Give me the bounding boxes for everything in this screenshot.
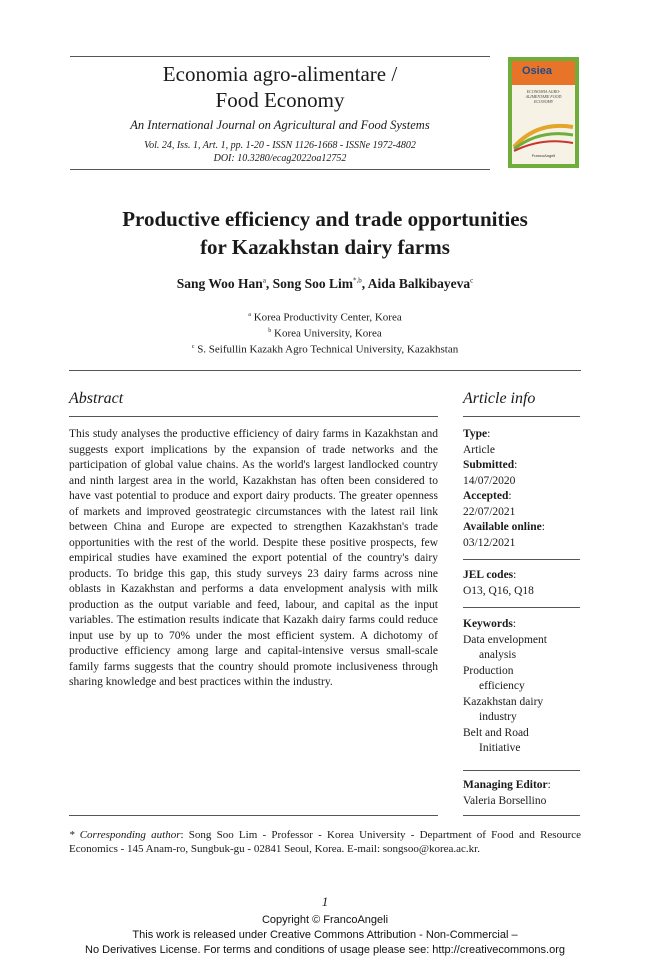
keyword-item: Data envelopment [463,633,547,646]
affiliation-text: S. Seifullin Kazakh Agro Technical University, Kazakhstan [197,343,459,356]
section-divider [69,370,581,371]
available-online-value: 03/12/2021 [463,536,516,549]
info-divider [463,770,580,771]
journal-title-line2: Food Economy [215,88,345,112]
cover-logo: Osiea [522,65,552,77]
affiliation-item [60,325,590,341]
journal-subtitle: An International Journal on Agricultural and Food Systems [130,118,430,132]
info-divider [463,559,580,560]
license-line: No Derivatives License. For terms and conditions of usage please see: http://creativecommons.org [85,944,565,956]
affiliation-marker: a [248,312,251,318]
affiliation-item [60,309,590,325]
author-affil-marker: *,b [352,276,362,285]
journal-cover-image [508,57,579,168]
keyword-item-cont: analysis [479,649,517,661]
cover-title: ECONOMIA AGRO-ALIMENTARE FOOD ECONOMY [525,89,562,104]
footnote-label: * Corresponding author [69,829,181,841]
info-bottom-rule [463,815,580,816]
page-number: 1 [321,894,329,909]
abstract-heading: Abstract [69,390,124,407]
available-online-label: Available online [463,521,542,533]
author-affil-marker: c [470,276,474,285]
keyword-item-cont: Initiative [479,742,521,754]
copyright-line: Copyright © FrancoAngeli [261,914,389,926]
journal-title-line1: Economia agro-alimentare / [162,62,398,86]
jel-label: JEL codes [463,569,514,581]
corresponding-author-footnote [69,828,581,856]
author-name: Sang Woo Han [176,276,263,291]
journal-doi-line: DOI: 10.3280/ecag2022oa12752 [213,153,347,164]
managing-editor: Managing Editor: Valeria Borsellino [463,778,580,809]
affiliation-list [60,309,590,357]
author-affil-marker: a [262,276,266,285]
affiliation-text: Korea Productivity Center, Korea [253,311,402,324]
managing-editor-value: Valeria Borsellino [463,794,547,807]
keyword-item: Belt and Road [463,726,529,739]
keywords: Keywords: Data envelopment analysis Production efficiency Kazakhstan dairy industry Belt and Road Initiative [463,617,580,757]
cover-publisher: FrancoAngeli [531,153,556,158]
paper-title-line2: for Kazakhstan dairy farms [200,235,450,259]
author-name: Song Soo Lim [272,276,353,291]
submitted-label: Submitted [463,459,515,471]
jel-value: O13, Q16, Q18 [463,584,534,597]
affiliation-marker: c [191,344,195,351]
license-line: This work is released under Creative Commons Attribution - Non-Commercial – [132,929,518,941]
info-divider [463,607,580,608]
jel-codes: JEL codes: O13, Q16, Q18 [463,568,580,599]
keyword-item-cont: efficiency [479,680,525,692]
cover-header-band [512,61,575,85]
affiliation-item [60,341,590,357]
keyword-item: Production [463,664,514,677]
keyword-item: Kazakhstan dairy [463,695,544,708]
affiliation-text: Korea University, Korea [274,327,382,340]
cover-swoosh-graphic [512,113,575,153]
abstract-bottom-rule [69,815,438,816]
keyword-item-cont: industry [479,711,517,723]
header-bottom-rule [70,169,490,170]
accepted-value: 22/07/2021 [463,505,516,518]
abstract-body: This study analyses the productive efficiency of dairy farms in Kazakhstan and suggests export implications by the expansion of trade networks and the participation of global value chains. As the world's largest landlocked country and ninth largest area in the world, Kazakhstan has often been considered to have vast potential to produce and export dairy products. The greater openness of markets and improved geostrategic circumstances with the latest rail link between China and Europe are expected to strengthen Kazakhstan's trade opportunities with the rest of the world. Despite these positive prospects, few empirical studies have examined the export potential of the country's dairy products. To bridge this gap, this study surveys 23 dairy farms across nine oblasts in Kazakhstan and performs a data envelopment analysis with milk production as the output variable and feed, labour, and capital as the input variables. The estimation results indicate that Kazakh dairy farms could reduce input use by up to 70% under the most efficient system. A dichotomy of productive efficiency among large and capital-intensive versus small-scale family farms suggests that the country should promote inclusiveness through sharing knowledge and best practices within the industry. [69,428,438,688]
article-info-heading-rule [463,416,580,417]
keywords-label: Keywords [463,618,513,630]
accepted-label: Accepted [463,490,509,502]
header-top-rule [70,56,490,57]
author-list: Sang Woo Han$^a$, Song Soo Lim$^{*,b}$, Aida Balkibayeva$^c$ [176,276,474,291]
article-info-dates: Type: Article Submitted: 14/07/2020 Accepted: 22/07/2021 Available online: 03/12/2021 [463,427,580,551]
submitted-value: 14/07/2020 [463,474,516,487]
journal-volume-line: Vol. 24, Iss. 1, Art. 1, pp. 1-20 - ISSN 1126-1668 - ISSNe 1972-4802 [144,140,416,151]
type-value: Article [463,443,495,456]
article-info-heading: Article info [463,390,536,407]
footnote-text: : Song Soo Lim - Professor - Korea University - Department of Food and Resource Economics - 145 Anam-ro, Sungbuk-gu - 02841 Seoul, Korea. E-mail: songsoo@korea.ac.kr. [69,829,581,855]
affiliation-marker: b [268,328,272,335]
paper-title-line1: Productive efficiency and trade opportunities [122,207,528,231]
abstract-heading-rule [69,416,438,417]
managing-editor-label: Managing Editor [463,779,548,791]
type-label: Type [463,428,488,440]
author-name: Aida Balkibayeva [367,276,471,291]
